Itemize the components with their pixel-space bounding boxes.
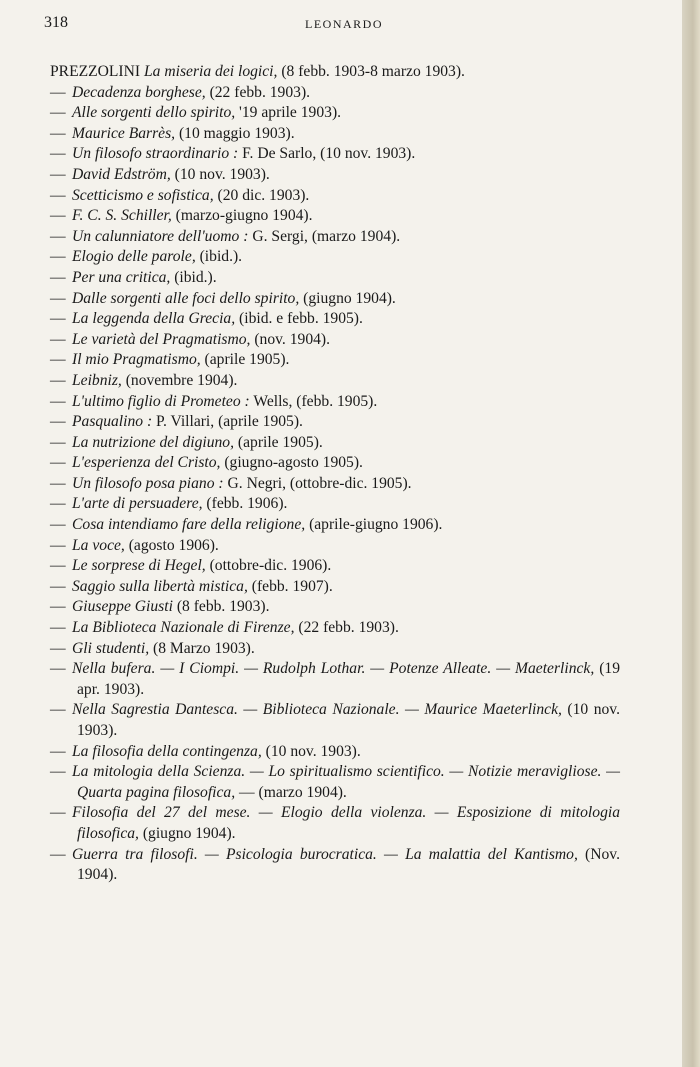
entry-title: Nella bufera. — I Ciompi. — Rudolph Lothar. — Potenze Alleate. — Maeterlinck,: [72, 660, 595, 678]
entry-title: La voce,: [72, 536, 125, 554]
page-number: 318: [44, 14, 68, 31]
entry-details: (giugno 1904).: [138, 824, 236, 842]
bibliography-entry: [50, 453, 620, 474]
entry-title: Guerra tra filosofi. — Psicologia burocratica. — La malattia del Kantismo,: [72, 845, 578, 863]
entry-details: '19 aprile 1903).: [235, 104, 342, 122]
entry-title: David Edström,: [72, 165, 171, 183]
entry-dash: —: [50, 289, 66, 307]
bibliography-entry: [50, 62, 620, 83]
entry-dash: —: [50, 660, 66, 678]
entry-details: (8 febb. 1903-8 marzo 1903).: [277, 63, 465, 80]
bibliography-entry: [50, 206, 620, 227]
bibliography-entry: [50, 309, 620, 330]
bibliography-entry: [50, 845, 620, 886]
entry-dash: —: [50, 474, 66, 492]
entry-title: La leggenda della Grecia,: [72, 310, 236, 328]
entry-title: Alle sorgenti dello spirito,: [72, 104, 236, 122]
entry-details: (8 febb. 1903).: [172, 598, 270, 616]
entry-details: (8 Marzo 1903).: [149, 639, 255, 657]
page-header: [44, 14, 644, 38]
bibliography-entry: [50, 412, 620, 433]
bibliography-entry: [50, 350, 620, 371]
entry-title: Decadenza borghese,: [72, 83, 206, 101]
entry-details: (novembre 1904).: [121, 371, 238, 389]
running-head: LEONARDO: [305, 17, 383, 31]
entry-title: Pasqualino :: [72, 413, 153, 431]
entry-dash: —: [50, 104, 66, 122]
entry-author: PREZZOLINI: [50, 63, 141, 80]
bibliography-entry: [50, 597, 620, 618]
bibliography-entry: [50, 762, 620, 803]
entry-details: F. De Sarlo, (10 nov. 1903).: [238, 145, 416, 163]
bibliography-entry: [50, 700, 620, 741]
bibliography-entry: [50, 556, 620, 577]
entry-details: (ibid.).: [170, 268, 217, 286]
entry-title: Per una critica,: [72, 268, 171, 286]
entry-dash: —: [50, 598, 66, 616]
entry-details: (agosto 1906).: [124, 536, 219, 554]
entry-title: La nutrizione del digiuno,: [72, 433, 235, 451]
entry-dash: —: [50, 763, 66, 781]
bibliography-entry: [50, 536, 620, 557]
entry-details: (giugno 1904).: [299, 289, 396, 307]
bibliography-entry: [50, 803, 620, 844]
entry-dash: —: [50, 268, 66, 286]
entry-dash: —: [50, 186, 66, 204]
entry-title: Maurice Barrès,: [72, 124, 176, 142]
bibliography-entry: [50, 83, 620, 104]
bibliography-entry: [50, 742, 620, 763]
entry-title: L'esperienza del Cristo,: [72, 454, 221, 472]
entry-dash: —: [50, 516, 66, 534]
bibliography-entry: [50, 103, 620, 124]
entry-dash: —: [50, 145, 66, 163]
entry-details: (marzo-giugno 1904).: [171, 207, 313, 225]
entry-dash: —: [50, 330, 66, 348]
bibliography-entry: [50, 392, 620, 413]
bibliography-entry: [50, 474, 620, 495]
entry-title: Le sorprese di Hegel,: [72, 557, 206, 575]
entry-dash: —: [50, 392, 66, 410]
bibliography-entry: [50, 144, 620, 165]
entry-details: (10 maggio 1903).: [175, 124, 295, 142]
bibliography-entry: [50, 577, 620, 598]
entry-title: Un filosofo straordinario :: [72, 145, 239, 163]
bibliography-entry: [50, 639, 620, 660]
entry-details: (10 nov. 1903).: [261, 742, 361, 760]
entry-dash: —: [50, 742, 66, 760]
entry-dash: —: [50, 536, 66, 554]
entry-title: La filosofia della contingenza,: [72, 742, 262, 760]
entry-details: P. Villari, (aprile 1905).: [152, 413, 303, 431]
entry-title: Saggio sulla libertà mistica,: [72, 577, 248, 595]
bibliography-entry: [50, 186, 620, 207]
entry-title: Scetticismo e sofistica,: [72, 186, 214, 204]
entry-details: G. Sergi, (marzo 1904).: [248, 227, 401, 245]
entry-title: La Biblioteca Nazionale di Firenze,: [72, 619, 295, 637]
entry-details: (ibid. e febb. 1905).: [235, 310, 363, 328]
entry-details: (Nov. 1904).: [77, 845, 620, 884]
entry-dash: —: [50, 207, 66, 225]
entry-title: Dalle sorgenti alle foci dello spirito,: [72, 289, 300, 307]
entry-title: Giuseppe Giusti: [72, 598, 173, 616]
entry-details: (22 febb. 1903).: [205, 83, 311, 101]
entry-dash: —: [50, 639, 66, 657]
bibliography-entry: [50, 289, 620, 310]
entry-title: F. C. S. Schiller,: [72, 207, 172, 225]
entry-title: Cosa intendiamo fare della religione,: [72, 516, 306, 534]
entry-details: (19 apr. 1903).: [77, 660, 620, 698]
entry-dash: —: [50, 433, 66, 451]
entry-title: La mitologia della Scienza. — Lo spiritualismo scientifico. — Notizie meravigliose. — Quarta pagina filosofica,: [72, 763, 620, 801]
entry-details: — (marzo 1904).: [235, 783, 347, 801]
entry-details: (10 nov. 1903).: [170, 165, 270, 183]
entry-title: Un filosofo posa piano :: [72, 474, 224, 492]
entry-title: Il mio Pragmatismo,: [72, 351, 201, 369]
entry-dash: —: [50, 804, 66, 822]
page-edge: [682, 0, 700, 1067]
entry-dash: —: [50, 619, 66, 637]
entry-details: (aprile 1905).: [200, 351, 290, 369]
entry-dash: —: [50, 577, 66, 595]
bibliography-entry: [50, 330, 620, 351]
entry-dash: —: [50, 845, 66, 863]
bibliography-entry: [50, 433, 620, 454]
bibliography-list: [50, 62, 620, 886]
bibliography-entry: [50, 659, 620, 700]
entry-title: L'ultimo figlio di Prometeo :: [72, 392, 250, 410]
entry-title: Elogio delle parole,: [72, 248, 196, 266]
entry-title: Gli studenti,: [72, 639, 150, 657]
entry-details: Wells, (febb. 1905).: [249, 392, 378, 410]
entry-dash: —: [50, 495, 66, 513]
entry-details: (20 dic. 1903).: [213, 186, 310, 204]
entry-title: L'arte di persuadere,: [72, 495, 203, 513]
bibliography-entry: [50, 247, 620, 268]
entry-title: Le varietà del Pragmatismo,: [72, 330, 251, 348]
entry-dash: —: [50, 248, 66, 266]
entry-dash: —: [50, 413, 66, 431]
entry-details: (ottobre-dic. 1906).: [205, 557, 332, 575]
entry-details: (22 febb. 1903).: [294, 619, 399, 637]
bibliography-entry: [50, 618, 620, 639]
entry-details: (febb. 1907).: [247, 577, 333, 595]
entry-details: (febb. 1906).: [202, 495, 288, 513]
entry-dash: —: [50, 557, 66, 575]
entry-details: (10 nov. 1903).: [77, 701, 620, 739]
entry-title: Un calunniatore dell'uomo :: [72, 227, 249, 245]
bibliography-entry: [50, 371, 620, 392]
entry-dash: —: [50, 227, 66, 245]
entry-dash: —: [50, 165, 66, 183]
bibliography-entry: [50, 227, 620, 248]
entry-title: Leibniz,: [72, 371, 122, 389]
bibliography-entry: [50, 515, 620, 536]
entry-dash: —: [50, 351, 66, 369]
entry-title: La miseria dei logici,: [144, 63, 278, 80]
bibliography-entry: [50, 494, 620, 515]
entry-title: Nella Sagrestia Dantesca. — Biblioteca Nazionale. — Maurice Maeterlinck,: [72, 701, 562, 719]
entry-dash: —: [50, 371, 66, 389]
bibliography-entry: [50, 165, 620, 186]
entry-details: (giugno-agosto 1905).: [220, 454, 363, 472]
entry-dash: —: [50, 454, 66, 472]
bibliography-entry: [50, 268, 620, 289]
entry-details: (nov. 1904).: [250, 330, 330, 348]
entry-dash: —: [50, 310, 66, 328]
entry-dash: —: [50, 124, 66, 142]
entry-dash: —: [50, 701, 66, 719]
entry-title: Filosofia del 27 del mese. — Elogio della violenza. — Esposizione di mitologia filosofica,: [72, 804, 620, 842]
entry-details: G. Negri, (ottobre-dic. 1905).: [223, 474, 412, 492]
entry-details: (aprile 1905).: [234, 433, 323, 451]
entry-dash: —: [50, 83, 66, 101]
entry-details: (aprile-giugno 1906).: [305, 516, 443, 534]
entry-details: (ibid.).: [195, 248, 243, 266]
bibliography-entry: [50, 124, 620, 145]
